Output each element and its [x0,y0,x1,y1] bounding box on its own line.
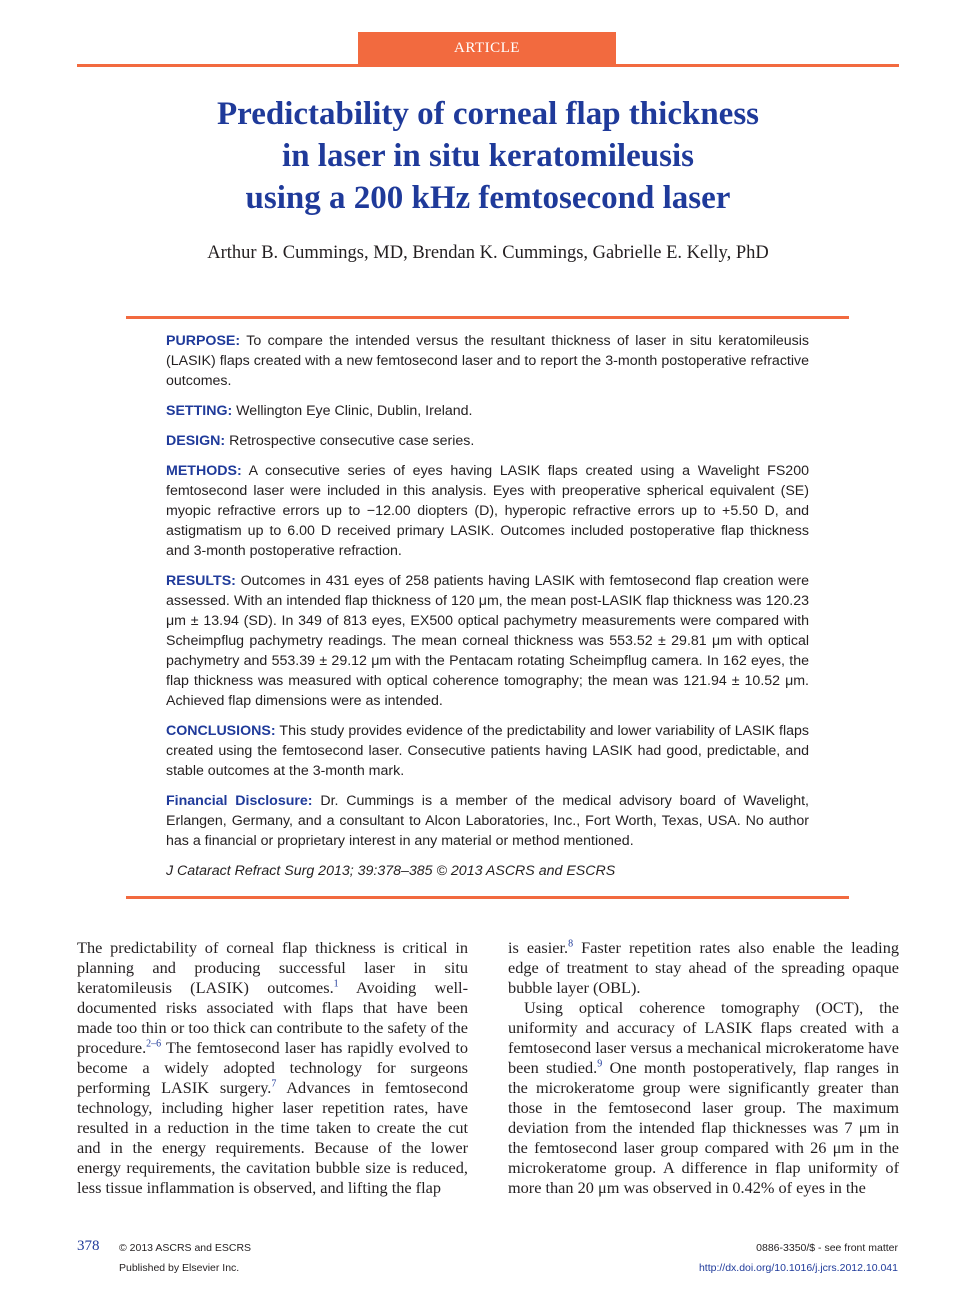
body-paragraph [77,938,468,1198]
body-column-left [77,938,468,1198]
title-line-1: Predictability of corneal flap thickness [216,96,760,132]
conclusions-label: CONCLUSIONS: [166,723,276,739]
abstract-financial-disclosure [166,791,809,851]
methods-text: A consecutive series of eyes having LASIK flaps created using a Wavelight FS200 femtosecond laser were included in this analysis. Eyes with preoperative spherical equivalent (SE) myopic refractive errors up to −12.00 diopters (D), hyperopic refractive errors up to +5.50 D, and astigmatism up to 6.00 D received primary LASIK. Outcomes included postoperative flap thickness and 3-month postoperative refraction. [166,463,809,559]
purpose-label: PURPOSE: [166,333,241,349]
body-column-right [508,938,899,1198]
abstract-setting [166,401,809,421]
abstract-results [166,571,809,711]
methods-label: METHODS: [166,463,242,479]
author-list: Arthur B. Cummings, MD, Brendan K. Cummings, Gabrielle E. Kelly, PhD [207,243,769,263]
body-text: The femtosecond laser has rapidly evolved to become a widely adopted technology for surgeons performing LASIK surgery. [77,1038,468,1097]
footer-issn: 0886-3350/$ - see front matter [756,1242,898,1254]
reference-link[interactable]: 2–6 [146,1038,162,1050]
footer-copyright: © 2013 ASCRS and ESCRS [119,1242,252,1254]
body-text: Avoiding well-documented risks associated with flaps that have been made too thin or too thick can contribute to the safety of the procedure. [77,978,468,1057]
article-title [77,93,899,219]
body-text: is easier. [508,938,569,957]
results-label: RESULTS: [166,573,236,589]
footer-publisher: Published by Elsevier Inc. [119,1262,240,1274]
body-text: Advances in femtosecond technology, including higher laser repetition rates, have resulted in a reduction in the time taken to create the cut and in the energy requirements. Because of the lower energy requirements, the cavitation bubble size is reduced, less tissue inflammation is observed, and lifting the flap [77,1078,468,1197]
abstract-conclusions [166,721,809,781]
title-line-2: in laser in situ keratomileusis [282,138,694,174]
conclusions-text: This study provides evidence of the predictability and lower variability of LASIK flaps created using the femtosecond laser. Consecutive patients having LASIK had good, predictable, and stable outcomes at the 3-month mark. [166,723,809,779]
body-text: Faster repetition rates also enable the leading edge of treatment to stay ahead of the spreading opaque bubble layer (OBL). [508,938,899,997]
abstract-methods [166,461,809,561]
reference-link[interactable]: 8 [568,938,574,950]
abstract-bottom-rule [126,896,849,899]
setting-text: Wellington Eye Clinic, Dublin, Ireland. [236,403,473,419]
page-number: 378 [77,1238,100,1254]
reference-link[interactable]: 9 [597,1058,603,1070]
abstract-design [166,431,809,451]
title-line-3: using a 200 kHz femtosecond laser [245,180,731,216]
body-paragraph [508,998,899,1198]
abstract-top-rule [126,316,849,319]
design-label: DESIGN: [166,433,226,449]
purpose-text: To compare the intended versus the resultant thickness of laser in situ keratomileusis (LASIK) flaps created with a new femtosecond laser and to report the 3-month postoperative refractive outcomes. [166,333,809,389]
setting-label: SETTING: [166,403,233,419]
results-text: Outcomes in 431 eyes of 258 patients having LASIK with femtosecond flap creation were assessed. With an intended flap thickness of 120 μm, the mean post-LASIK flap thickness was 120.23 μm ± 13.94 (SD). In 349 of 813 eyes, EX500 optical pachymetry measurements were compared with Scheimpflug pachymetry readings. The mean corneal thickness was 553.52 ± 29.81 μm with optical pachymetry and 553.39 ± 29.12 μm with the Pentacam rotating Scheimpflug camera. In 162 eyes, the flap thickness was measured with optical coherence tomography; the mean was 121.94 ± 10.52 μm. Achieved flap dimensions were as intended. [166,573,809,709]
reference-link[interactable]: 7 [271,1078,277,1090]
footer-doi-link[interactable]: http://dx.doi.org/10.1016/j.jcrs.2012.10.041 [698,1262,898,1274]
body-text: The predictability of corneal flap thickness is critical in planning and producing successful laser in situ keratomileusis (LASIK) outcomes. [77,938,468,997]
design-text: Retrospective consecutive case series. [229,433,475,449]
header-rule [77,64,899,67]
financial-text: Dr. Cummings is a member of the medical advisory board of Wavelight, Erlangen, Germany, and a consultant to Alcon Laboratories, Inc., Fort Worth, Texas, USA. No author has a financial or proprietary interest in any material or method mentioned. [166,793,809,849]
article-section-tab: ARTICLE [358,32,616,64]
page-footer [0,1238,975,1288]
journal-citation: J Cataract Refract Surg 2013; 39:378–385 © 2013 ASCRS and ESCRS [166,863,616,879]
body-paragraph [508,938,899,998]
financial-label: Financial Disclosure: [166,793,313,809]
abstract-purpose [166,331,809,391]
reference-link[interactable]: 1 [333,978,339,990]
body-text: Using optical coherence tomography (OCT), the uniformity and accuracy of LASIK flaps created with a femtosecond laser versus a mechanical microkeratome have been studied. [508,998,899,1077]
abstract [166,331,809,891]
body-text: One month postoperatively, flap ranges in the microkeratome group were significantly greater than those in the femtosecond laser group. The maximum deviation from the intended flap thicknesses was 7 μm in the femtosecond laser group compared with 26 μm in the microkeratome group. A difference in flap uniformity of more than 20 μm was observed in 0.42% of eyes in the [508,1058,899,1197]
